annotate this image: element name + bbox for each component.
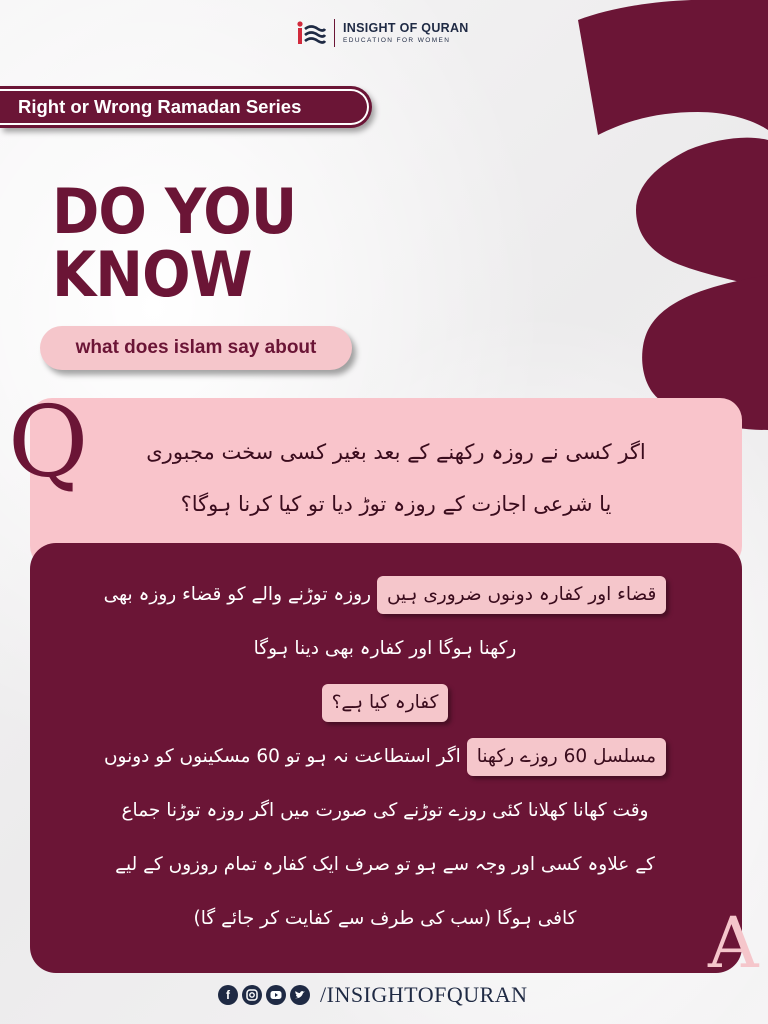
answer-text	[90, 568, 680, 946]
answer-highlight-2: کفارہ کیا ہے؟	[322, 684, 449, 722]
question-letter: Q	[8, 386, 89, 500]
series-label-text: Right or Wrong Ramadan Series	[18, 96, 302, 117]
answer-highlight-1: قضاء اور کفارہ دونوں ضروری ہیں	[377, 576, 666, 614]
instagram-icon[interactable]	[242, 985, 262, 1005]
twitter-icon[interactable]	[290, 985, 310, 1005]
subheading-text: what does islam say about	[75, 337, 317, 358]
brand-logo	[296, 18, 469, 48]
question-mark-decoration	[578, 0, 768, 430]
question-text	[86, 426, 706, 530]
answer-line-5: وقت کھانا کھلانا کئی روزے توڑنے کی صورت میں اگر روزہ توڑنا جماع	[121, 800, 649, 821]
answer-line-2: رکھنا ہوگا اور کفارہ بھی دینا ہوگا	[253, 638, 517, 659]
answer-line-6: کے علاوہ کسی اور وجہ سے ہو تو صرف ایک کفارہ تمام روزوں کے لیے	[115, 854, 655, 875]
subheading-pill	[40, 326, 352, 370]
answer-line-7: کافی ہوگا (سب کی طرف سے کفایت کر جائے گا)	[193, 908, 577, 929]
question-line-1: اگر کسی نے روزہ رکھنے کے بعد بغیر کسی سخت مجبوری	[146, 440, 646, 464]
question-line-2: یا شرعی اجازت کے روزہ توڑ دیا تو کیا کرنا ہوگا؟	[180, 492, 612, 516]
page-title	[52, 175, 346, 312]
answer-letter: A	[708, 902, 759, 984]
social-handle[interactable]: /INSIGHTOFQURAN	[320, 982, 528, 1007]
logo-divider	[334, 19, 335, 47]
facebook-icon[interactable]: f	[218, 985, 238, 1005]
answer-line-4	[90, 730, 680, 784]
title-line-2: KNOW	[52, 238, 252, 312]
title-line-1: DO YOU	[52, 175, 297, 248]
answer-line-4-rest: اگر استطاعت نہ ہو تو 60 مسکینوں کو دونوں	[103, 746, 461, 767]
answer-line-1	[90, 568, 680, 622]
brand-tagline: EDUCATION FOR WOMEN	[343, 37, 451, 44]
answer-line-3	[90, 676, 680, 730]
social-footer	[218, 980, 528, 1010]
answer-line-1-rest: روزہ توڑنے والے کو قضاء روزہ بھی	[103, 584, 372, 605]
brand-name: INSIGHT OF QURAN	[343, 20, 469, 35]
series-label	[0, 86, 372, 128]
brand-mark-icon	[296, 19, 326, 47]
answer-highlight-3: مسلسل 60 روزے رکھنا	[467, 738, 666, 776]
youtube-icon[interactable]	[266, 985, 286, 1005]
